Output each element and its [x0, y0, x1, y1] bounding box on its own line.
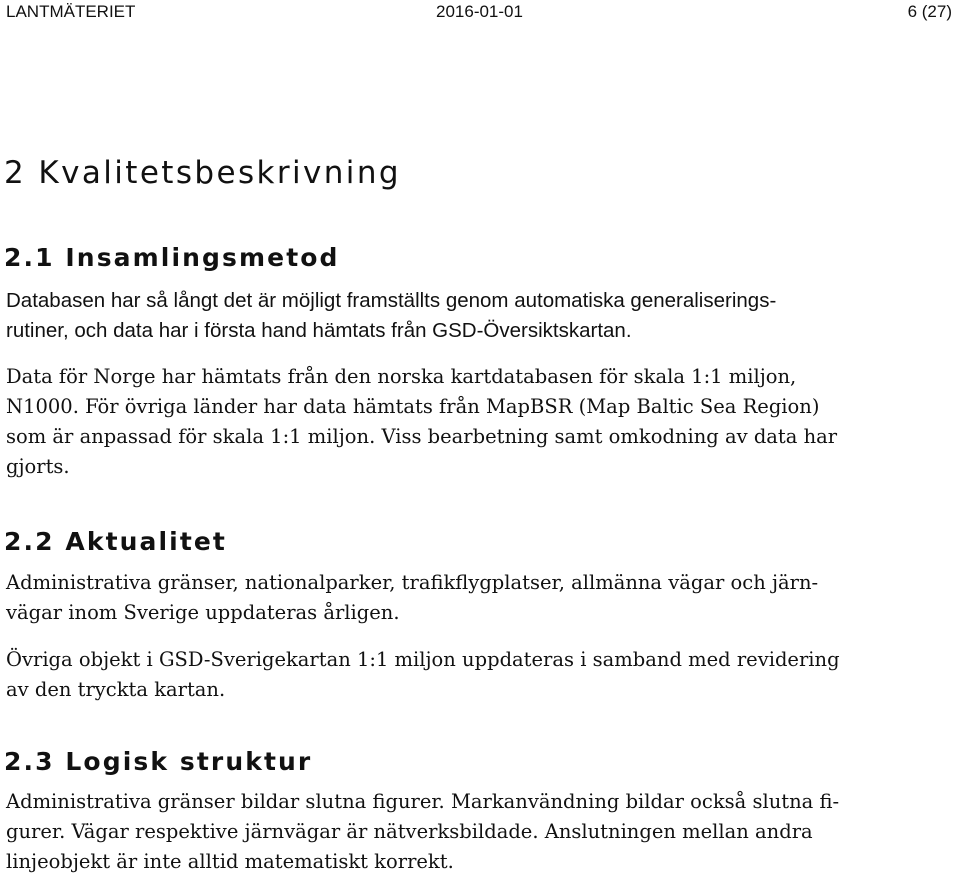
- text-line: N1000. För övriga länder har data hämtats från MapBSR (Map Baltic Sea Region): [6, 395, 820, 418]
- section-heading-insamlingsmetod: 2.1 Insamlingsmetod: [4, 243, 340, 272]
- text-line: vägar inom Sverige uppdateras årligen.: [6, 601, 400, 624]
- chapter-title: 2 Kvalitetsbeskrivning: [4, 155, 401, 191]
- text-line: som är anpassad för skala 1:1 miljon. Viss bearbetning samt omkodning av data har: [6, 425, 838, 448]
- document-date: 2016-01-01: [436, 2, 523, 21]
- organization-name: LANTMÄTERIET: [6, 2, 136, 21]
- text-line: Administrativa gränser bildar slutna figurer. Markanvändning bildar också slutna fi-: [6, 790, 840, 813]
- page-header: [6, 2, 952, 26]
- paragraph: [6, 362, 951, 482]
- text-line: Data för Norge har hämtats från den norska kartdatabasen för skala 1:1 miljon,: [6, 365, 797, 388]
- page-number: 6 (27): [907, 2, 952, 21]
- text-line: rutiner, och data har i första hand hämtats från GSD-Översiktskartan.: [6, 319, 632, 342]
- paragraph: [6, 568, 951, 628]
- text-line: gjorts.: [6, 455, 70, 478]
- text-line: linjeobjekt är inte alltid matematiskt korrekt.: [6, 850, 454, 873]
- paragraph: [6, 645, 951, 705]
- section-heading-aktualitet: 2.2 Aktualitet: [4, 527, 227, 556]
- paragraph: [6, 286, 951, 346]
- text-line: Administrativa gränser, nationalparker, trafikflygplatser, allmänna vägar och järn-: [6, 571, 819, 594]
- text-line: Databasen har så långt det är möjligt framställts genom automatiska generaliserings-: [6, 289, 777, 312]
- section-heading-logisk-struktur: 2.3 Logisk struktur: [4, 747, 313, 776]
- text-line: gurer. Vägar respektive järnvägar är nätverksbildade. Anslutningen mellan andra: [6, 820, 813, 843]
- paragraph: [6, 787, 951, 877]
- text-line: av den tryckta kartan.: [6, 678, 226, 701]
- text-line: Övriga objekt i GSD-Sverigekartan 1:1 miljon uppdateras i samband med revidering: [6, 648, 840, 671]
